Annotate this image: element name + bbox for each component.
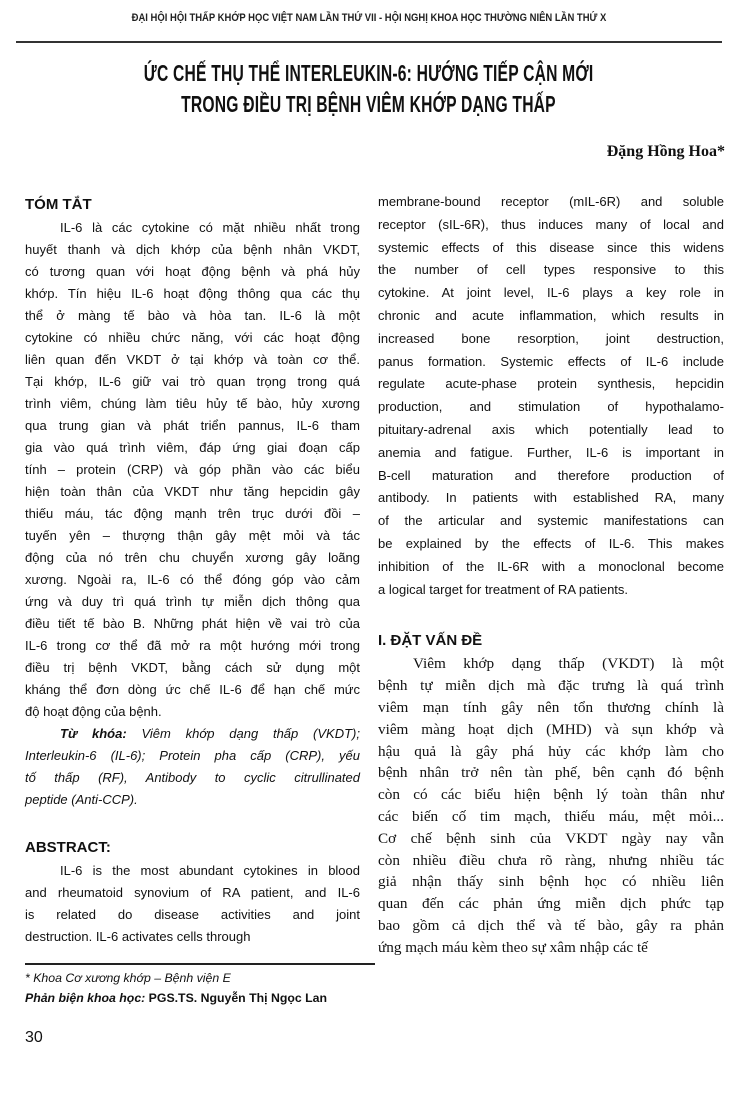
author: Đặng Hồng Hoa* (606, 143, 725, 160)
section-spacer (25, 811, 360, 836)
text-line-content: tính – protein (CRP) và góp phần vào các biểu (25, 462, 360, 477)
text-line-content: B-cell maturation and therefore production of (378, 467, 724, 483)
abstract-paragraph-continued (378, 191, 724, 601)
text-line (378, 762, 724, 784)
abstract-section (25, 836, 360, 948)
title-line-1: ỨC CHẾ THỤ THỂ INTERLEUKIN-6: HƯỚNG TIẾP CẬN MỚI (143, 60, 594, 86)
text-line (25, 217, 360, 239)
header-rule (16, 41, 722, 43)
running-header-text: ĐẠI HỘI HỘI THẤP KHỚP HỌC VIỆT NAM LẦN THỨ VII - HỘI NGHỊ KHOA HỌC THƯỜNG NIÊN LẦN THỨ X (131, 12, 606, 24)
text-line-content: tố thấp (RF), Antibody to cyclic citrullinated (25, 770, 360, 785)
text-line (25, 525, 360, 547)
text-line-content: the number of cell types responsive to this (378, 262, 724, 278)
text-line-content: peptide (Anti-CCP). (25, 792, 138, 807)
text-line (25, 723, 360, 745)
text-line (378, 915, 724, 937)
text-line (378, 937, 724, 959)
text-line-content: xương. Ngoài ra, IL-6 có thể đóng góp vào cảm (25, 572, 360, 587)
text-line (378, 237, 724, 260)
text-line-content: IL-6 là các cytokine có mặt nhiều nhất trong (60, 220, 360, 235)
reviewer-label: Phản biện khoa học: (25, 991, 146, 1005)
text-line (378, 653, 724, 675)
keywords-paragraph (25, 723, 360, 811)
summary-heading: TÓM TẮT (25, 196, 92, 213)
text-line (25, 393, 360, 415)
text-line-content: bệnh nhân trở nên tàn phế, bên cạnh đó bệnh (378, 764, 724, 782)
summary-section (25, 193, 360, 723)
text-line (378, 806, 724, 828)
text-line-content: Viêm khớp dạng thấp (VKDT); (141, 726, 360, 741)
text-line (378, 328, 724, 351)
title-line-2: TRONG ĐIỀU TRỊ BỆNH VIÊM KHỚP DẠNG THẤP (181, 91, 556, 117)
text-line (25, 701, 360, 723)
text-line (378, 850, 724, 872)
text-line-content: be explained by the effects of IL-6. This makes (378, 535, 724, 551)
text-line (25, 904, 360, 926)
text-line (25, 926, 360, 948)
text-line-content: bệnh tự miễn dịch mà đặc trưng là quá trình (378, 677, 724, 695)
text-line (378, 259, 724, 282)
text-line (25, 547, 360, 569)
text-line (378, 442, 724, 465)
text-line (378, 487, 724, 510)
text-line (25, 305, 360, 327)
text-line-content: các biến cố tim mạch, thiếu máu, mệt mỏi... (378, 807, 724, 825)
text-line-content: destruction. IL-6 activates cells through (25, 929, 251, 944)
text-line-content: thể ở màng tế bào và hòa tan. IL-6 là một (25, 308, 360, 323)
right-column (378, 191, 724, 959)
text-line-content: bao gồm cả dịch thể và tế bào, gây ra phản (378, 916, 724, 934)
text-line (378, 419, 724, 442)
text-line-content: viêm mạn tính gây nên tổn thương chính là (378, 698, 724, 716)
text-line-content: of the articular and systemic manifestations can (378, 513, 724, 529)
text-line-content: quan đến các phản ứng miễn dịch phức tạp (378, 895, 724, 913)
text-line (25, 459, 360, 481)
text-line (378, 719, 724, 741)
text-line-content: receptor (sIL-6R), thus induces many of local and (378, 216, 724, 232)
text-line (378, 396, 724, 419)
text-line (25, 635, 360, 657)
text-line (25, 657, 360, 679)
text-line (378, 675, 724, 697)
text-line-content: gia vào quá trình viêm, đáp ứng giai đoạn cấp (25, 440, 360, 455)
text-line (25, 481, 360, 503)
text-line-content: pituitary-adrenal axis which potentially lead to (378, 421, 724, 437)
text-line-content: trình viêm, chúng làm tiêu hủy tế bào, hủy xương (25, 396, 360, 411)
text-line-content: inhibition of the IL-6R with a monoclonal become (378, 558, 724, 574)
text-line (378, 191, 724, 214)
text-line (378, 305, 724, 328)
text-line (378, 893, 724, 915)
text-line (25, 767, 360, 789)
text-line-content: tuyến yên – thượng thận gây mệt mỏi và tác (25, 528, 360, 543)
text-line (25, 239, 360, 261)
text-line-content: Cơ chế bệnh sinh của VKDT ngày nay vẫn (378, 829, 724, 847)
text-line (378, 741, 724, 763)
text-line (25, 371, 360, 393)
keywords-label: Từ khóa: (60, 726, 127, 741)
summary-paragraph (25, 217, 360, 723)
text-line-content: độ hoạt động của bệnh. (25, 704, 162, 719)
text-line-content: còn có các biểu hiện bệnh lý toàn thân như (378, 786, 724, 804)
text-line-content: có tương quan với hoạt động bệnh và phá hủy (25, 264, 360, 279)
text-line-content: IL-6 trong cơ thể đã mở ra một hướng mới trong (25, 638, 360, 653)
text-line-content: and rheumatoid synovium of RA patient, and IL-6 (25, 885, 360, 900)
text-line-content: Tại khớp, IL-6 giữ vai trò quan trọng trong quá (25, 374, 360, 389)
text-line (25, 882, 360, 904)
footnote-affiliation: * Khoa Cơ xương khớp – Bệnh viện E (25, 971, 231, 985)
text-line-content: kháng thể đơn dòng ức chế IL-6 để hạn chế mức (25, 682, 360, 697)
text-line (25, 349, 360, 371)
text-line (25, 789, 360, 811)
text-line-content: ứng và duy trì quá trình tự miễn dịch thông qua (25, 594, 360, 609)
text-line (378, 373, 724, 396)
text-line-content: membrane-bound receptor (mIL-6R) and soluble (378, 194, 724, 209)
text-line-content: Interleukin-6 (IL-6); Protein pha cấp (CRP), yếu (25, 748, 360, 763)
keywords-section (25, 723, 360, 811)
text-line-content: chronic and acute inflammation, which results in (378, 307, 724, 323)
text-line (378, 465, 724, 488)
text-line-content: antibody. In patients with established RA, many (378, 490, 724, 506)
text-line-content: viêm màng hoạt dịch (MHD) và sụn khớp và (378, 720, 724, 738)
text-line (25, 437, 360, 459)
text-line (25, 591, 360, 613)
text-line (25, 679, 360, 701)
text-line-content: liên quan đến VKDT ở tại khớp và toàn cơ thể. (25, 352, 360, 367)
text-line-content: điều tiết tế bào B. Những phát hiện về vai trò của (25, 616, 360, 631)
footnote-rule (25, 963, 375, 965)
text-line (25, 503, 360, 525)
text-line-content: còn nhiều điều chưa rõ ràng, nhưng nhiều tác (378, 851, 724, 869)
running-header (0, 8, 737, 26)
section-1-paragraph (378, 653, 724, 958)
text-line (25, 569, 360, 591)
text-line (25, 860, 360, 882)
text-line (378, 697, 724, 719)
text-line (378, 214, 724, 237)
reviewer-name: PGS.TS. Nguyễn Thị Ngọc Lan (148, 991, 327, 1005)
text-line-content: is related do disease activities and joint (25, 907, 360, 922)
text-line (25, 415, 360, 437)
text-line-content: động của nó trên chu chuyển xương gây loãng (25, 550, 360, 565)
abstract-heading: ABSTRACT: (25, 839, 111, 856)
text-line-content: regulate acute-phase protein synthesis, hepcidin (378, 376, 724, 392)
text-line-content: ứng mạch máu kèm theo sự xâm nhập các tế (378, 938, 648, 956)
text-line (378, 351, 724, 374)
text-line (378, 871, 724, 893)
page-number: 30 (25, 1029, 43, 1046)
text-line-content: điều trị bệnh VKDT, bằng cách sử dụng một (25, 660, 360, 675)
text-line-content: panus formation. Systemic effects of IL-6 include (378, 353, 724, 369)
text-line-content: production, and stimulation of hypothalamo- (378, 399, 724, 415)
text-line (378, 784, 724, 806)
text-line-content: increased bone resorption, joint destruction, (378, 330, 724, 346)
text-line (378, 282, 724, 305)
text-line-content: hậu quả là gây phá hủy các khớp làm cho (378, 742, 724, 760)
text-line (25, 283, 360, 305)
text-line (378, 556, 724, 579)
section-introduction (378, 629, 724, 958)
text-line-content: a logical target for treatment of RA patients. (378, 581, 629, 597)
text-line-content: IL-6 is the most abundant cytokines in blood (60, 863, 360, 878)
text-line-content: Viêm khớp dạng thấp (VKDT) là một (413, 655, 724, 673)
text-line (25, 261, 360, 283)
text-line (378, 510, 724, 533)
section-spacer (378, 601, 724, 629)
abstract-paragraph-start (25, 860, 360, 948)
text-line (25, 327, 360, 349)
text-line-content: cytokine có nhiều chức năng, với các hoạt động (25, 330, 360, 345)
text-line-content: thiếu máu, tác động mạnh trên trục dưới đồi – (25, 506, 360, 521)
article-title (0, 60, 737, 122)
left-column (25, 193, 360, 948)
text-line (378, 533, 724, 556)
section-1-heading: I. ĐẶT VẤN ĐỀ (378, 632, 483, 650)
text-line-content: cytokine. At joint level, IL-6 plays a key role in (378, 285, 724, 301)
abstract-continued (378, 191, 724, 601)
text-line-content: qua trung gian và phát triển pannus, IL-6 tham (25, 418, 360, 433)
text-line-content: khớp. Tín hiệu IL-6 hoạt động thông qua các thụ (25, 286, 360, 301)
text-line-content: systemic effects of this disease since this widens (378, 239, 724, 255)
text-line-content: anemia and fatigue. Further, IL-6 is important in (378, 444, 724, 460)
text-line (25, 745, 360, 767)
text-line (378, 579, 724, 602)
text-line-content: hiện toàn thân của VKDT như tăng hepcidin gây (25, 484, 360, 499)
footnote-reviewer (25, 991, 327, 1005)
text-line (25, 613, 360, 635)
text-line-content: huyết thanh và dịch khớp của bệnh nhân VKDT, (25, 242, 360, 257)
text-line (378, 828, 724, 850)
text-line-content: giả nhận thấy sinh bệnh học có nhiều liên (378, 873, 724, 891)
